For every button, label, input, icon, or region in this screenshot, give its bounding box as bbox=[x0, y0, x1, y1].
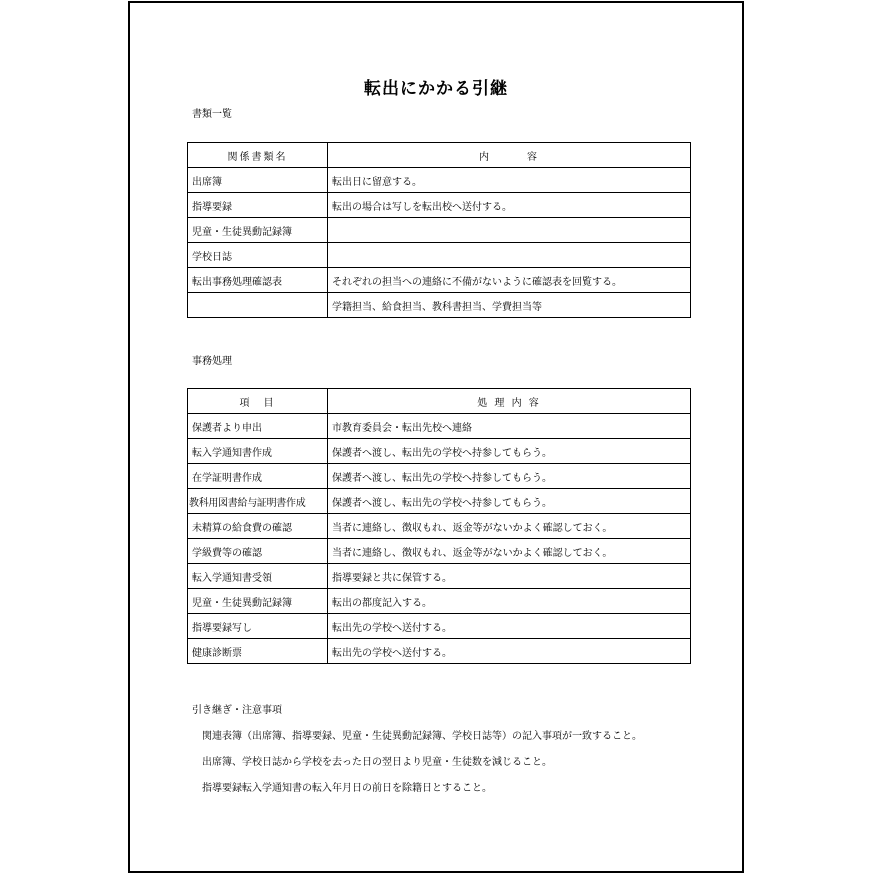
section-label-procedures: 事務処理 bbox=[192, 356, 232, 367]
table-cell: 児童・生徒異動記録簿 bbox=[188, 589, 328, 614]
table-row bbox=[188, 218, 691, 243]
table-cell: 学校日誌 bbox=[188, 243, 328, 268]
note-item: 関連表簿（出席簿、指導要録、児童・生徒異動記録簿、学校日誌等）の記入事項が一致すること。 bbox=[202, 731, 642, 742]
table-header-row bbox=[188, 389, 691, 414]
table-row bbox=[188, 293, 691, 318]
section-label-documents: 書類一覧 bbox=[192, 109, 232, 120]
procedures-table bbox=[187, 388, 691, 664]
table-row bbox=[188, 464, 691, 489]
table-cell: 転出事務処理確認表 bbox=[188, 268, 328, 293]
document-title: 転出にかかる引継 bbox=[364, 79, 508, 99]
column-header: 処 理 内 容 bbox=[328, 389, 691, 414]
table-cell: 保護者へ渡し、転出先の学校へ持参してもらう。 bbox=[328, 464, 691, 489]
column-header: 関係書類名 bbox=[188, 143, 328, 168]
table-cell: 学級費等の確認 bbox=[188, 539, 328, 564]
table-cell: 転出日に留意する。 bbox=[328, 168, 691, 193]
table-cell: 転入学通知書作成 bbox=[188, 439, 328, 464]
table-header-row bbox=[188, 143, 691, 168]
table-row bbox=[188, 268, 691, 293]
table-cell: 教科用図書給与証明書作成 bbox=[188, 489, 328, 514]
table-row bbox=[188, 414, 691, 439]
table-cell: 転出先の学校へ送付する。 bbox=[328, 639, 691, 664]
table-cell: 在学証明書作成 bbox=[188, 464, 328, 489]
table-cell: 当者に連絡し、徴収もれ、返金等がないかよく確認しておく。 bbox=[328, 514, 691, 539]
table-row bbox=[188, 614, 691, 639]
table-cell: 保護者へ渡し、転出先の学校へ持参してもらう。 bbox=[328, 439, 691, 464]
table-row bbox=[188, 639, 691, 664]
table-cell: 児童・生徒異動記録簿 bbox=[188, 218, 328, 243]
table-cell: 当者に連絡し、徴収もれ、返金等がないかよく確認しておく。 bbox=[328, 539, 691, 564]
table-row bbox=[188, 539, 691, 564]
column-header: 項 目 bbox=[188, 389, 328, 414]
table-row bbox=[188, 193, 691, 218]
table-row bbox=[188, 439, 691, 464]
table-cell: 転出の都度記入する。 bbox=[328, 589, 691, 614]
documents-table bbox=[187, 142, 691, 318]
table-cell: 保護者へ渡し、転出先の学校へ持参してもらう。 bbox=[328, 489, 691, 514]
column-header: 内 容 bbox=[328, 143, 691, 168]
table-cell: 市教育委員会・転出先校へ連絡 bbox=[328, 414, 691, 439]
table-cell: 健康診断票 bbox=[188, 639, 328, 664]
table-row bbox=[188, 589, 691, 614]
table-cell: 指導要録 bbox=[188, 193, 328, 218]
note-item: 指導要録転入学通知書の転入年月日の前日を除籍日とすること。 bbox=[202, 783, 492, 794]
table-cell: 未精算の給食費の確認 bbox=[188, 514, 328, 539]
notes-label: 引き継ぎ・注意事項 bbox=[192, 705, 282, 716]
notes-section bbox=[192, 698, 642, 802]
table-cell bbox=[328, 243, 691, 268]
table-cell: 転出の場合は写しを転出校へ送付する。 bbox=[328, 193, 691, 218]
document-page bbox=[128, 1, 744, 873]
table-cell: 転入学通知書受領 bbox=[188, 564, 328, 589]
table-cell: 指導要録と共に保管する。 bbox=[328, 564, 691, 589]
table-cell bbox=[328, 218, 691, 243]
table-row bbox=[188, 243, 691, 268]
table-cell: 保護者より申出 bbox=[188, 414, 328, 439]
table-cell: 転出先の学校へ送付する。 bbox=[328, 614, 691, 639]
table-row bbox=[188, 168, 691, 193]
note-item: 出席簿、学校日誌から学校を去った日の翌日より児童・生徒数を減じること。 bbox=[202, 757, 552, 768]
table-cell: 指導要録写し bbox=[188, 614, 328, 639]
table-row bbox=[188, 564, 691, 589]
table-cell: 学籍担当、給食担当、教科書担当、学費担当等 bbox=[328, 293, 691, 318]
table-cell: 出席簿 bbox=[188, 168, 328, 193]
table-cell bbox=[188, 293, 328, 318]
table-cell: それぞれの担当への連絡に不備がないように確認表を回覧する。 bbox=[328, 268, 691, 293]
table-row bbox=[188, 514, 691, 539]
table-row bbox=[188, 489, 691, 514]
